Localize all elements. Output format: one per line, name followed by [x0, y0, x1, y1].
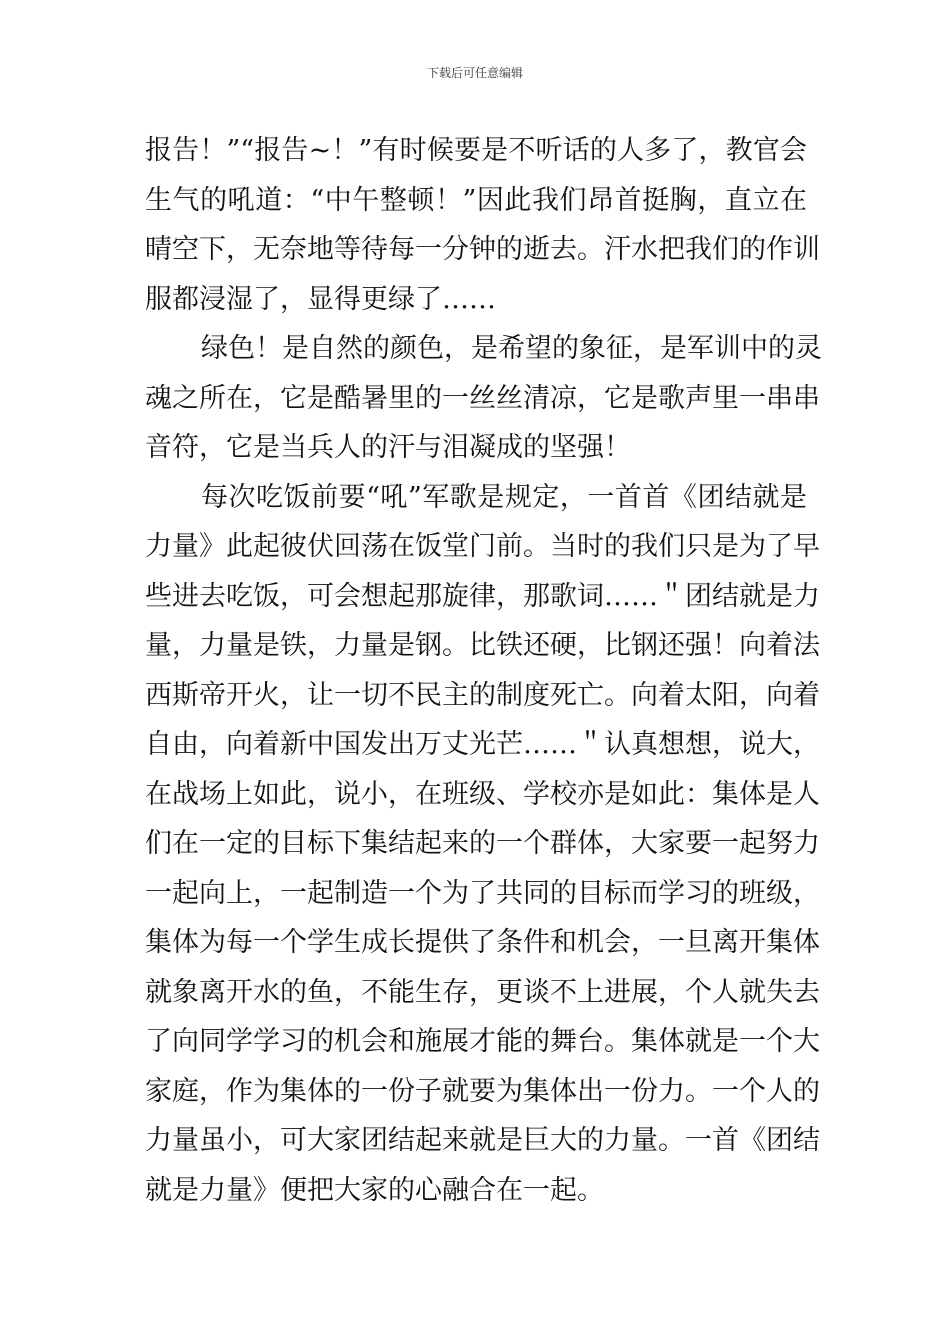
text-line: 家庭，作为集体的一份子就要为集体出一份力。一个人的 — [145, 1075, 820, 1107]
text-line: 些进去吃饭，可会想起那旋律，那歌词……＂团结就是力 — [145, 580, 820, 612]
page-header: 下载后可任意编辑 — [426, 66, 523, 80]
text-line: 就象离开水的鱼，不能生存，更谈不上进展，个人就失去 — [145, 976, 820, 1008]
text-line: 了向同学学习的机会和施展才能的舞台。集体就是一个大 — [145, 1026, 820, 1057]
text-line: 就是力量》便把大家的心融合在一起。 — [145, 1174, 604, 1206]
text-line: 集体为每一个学生成长提供了条件和机会，一旦离开集体 — [145, 927, 820, 958]
text-line: 们在一定的目标下集结起来的一个群体，大家要一起努力 — [145, 828, 820, 859]
text-line: 服都浸湿了，显得更绿了…… — [145, 283, 496, 315]
text-line: 晴空下，无奈地等待每一分钟的逝去。汗水把我们的作训 — [145, 234, 820, 265]
text-line: 音符，它是当兵人的汗与泪凝成的坚强！ — [145, 432, 631, 463]
text-line: 在战场上如此，说小，在班级、学校亦是如此：集体是人 — [145, 778, 820, 810]
text-line: 西斯帝开火，让一切不民主的制度死亡。向着太阳，向着 — [145, 679, 820, 711]
text-line: 量，力量是铁，力量是钢。比铁还硬，比钢还强！向着法 — [145, 630, 820, 661]
text-line: 生气的吼道：“中午整顿！”因此我们昂首挺胸，直立在 — [145, 184, 807, 216]
document-body — [145, 126, 822, 1215]
text-line: 力量》此起彼伏回荡在饭堂门前。当时的我们只是为了早 — [145, 531, 820, 562]
text-line: 绿色！是自然的颜色，是希望的象征，是军训中的灵 — [201, 333, 822, 364]
text-line: 每次吃饭前要“吼”军歌是规定，一首首《团结就是 — [201, 481, 807, 513]
text-line: 自由，向着新中国发出万丈光芒……＂认真想想，说大， — [145, 729, 820, 760]
text-line: 魂之所在，它是酷暑里的一丝丝清凉，它是歌声里一串串 — [145, 382, 820, 414]
text-line: 力量虽小，可大家团结起来就是巨大的力量。一首《团结 — [145, 1125, 820, 1156]
text-line: 一起向上，一起制造一个为了共同的目标而学习的班级， — [145, 877, 820, 909]
text-line: 报告！”“报告~！”有时候要是不听话的人多了，教官会 — [145, 135, 807, 166]
